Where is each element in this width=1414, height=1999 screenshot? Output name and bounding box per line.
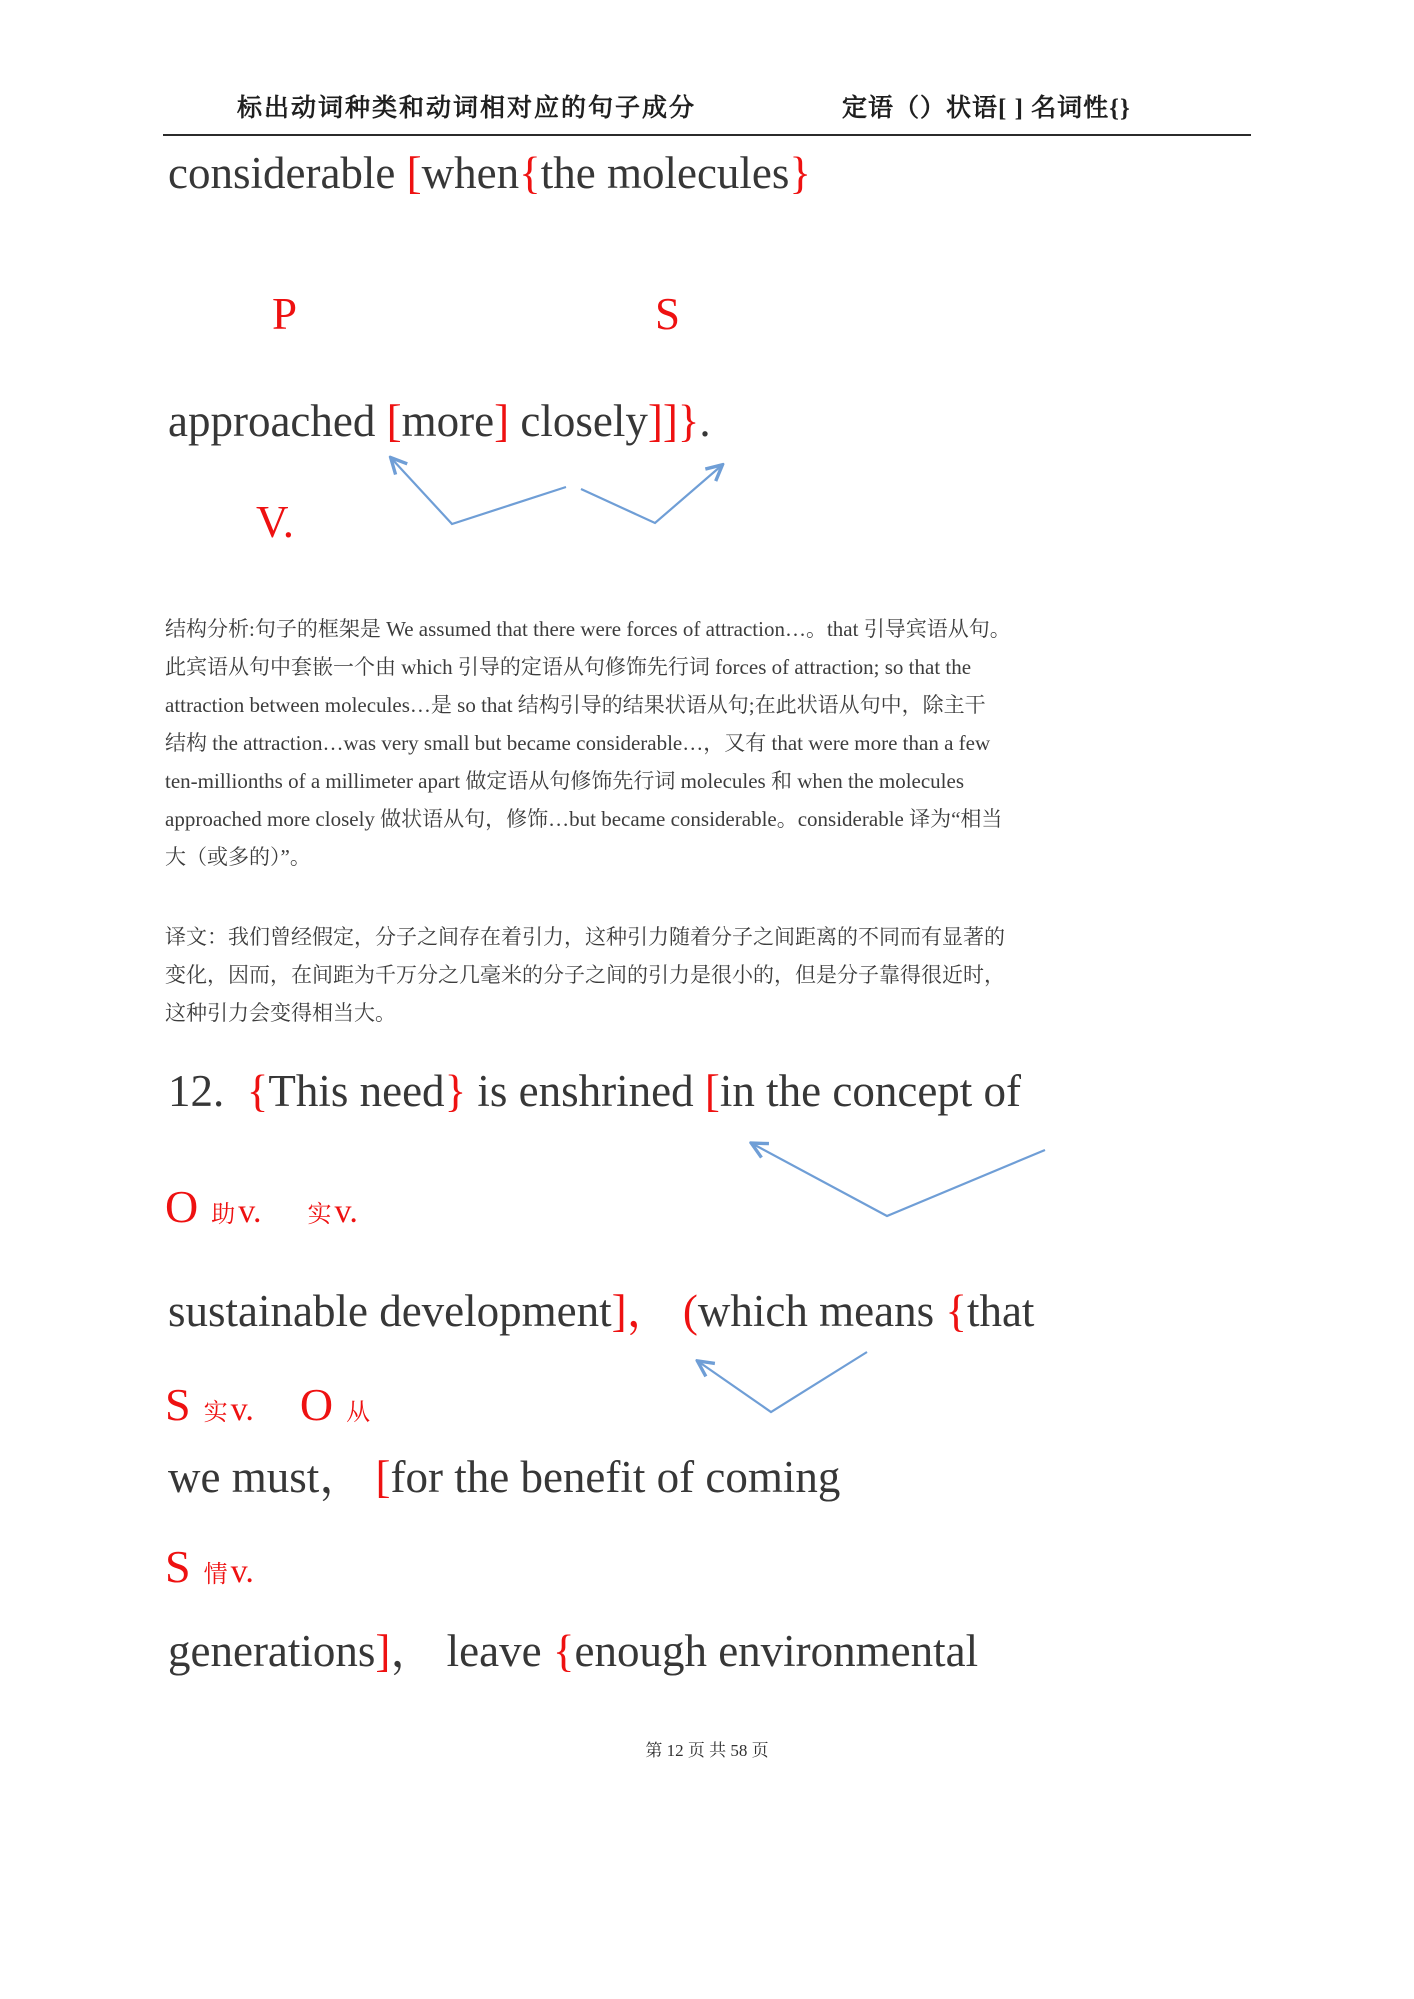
text-segment: } [444, 1066, 467, 1116]
text-segment: more [401, 396, 495, 446]
text-segment: ] [611, 1286, 627, 1336]
analysis-line: 大（或多的）”。 [165, 845, 311, 869]
text-segment: O [165, 1181, 199, 1232]
text-segment: 实 [203, 1400, 228, 1426]
analysis-line: 此宾语从句中套嵌一个由 which 引导的定语从句修饰先行词 forces of attraction; so that the [165, 655, 972, 679]
page-footer: 第 12 页 共 58 页 [645, 1741, 769, 1760]
text-segment: S [165, 1379, 191, 1430]
text-segment: { [552, 1626, 575, 1676]
text-segment: ， [626, 1286, 672, 1336]
translation-line: 译文：我们曾经假定，分子之间存在着引力，这种引力随着分子之间距离的不同而有显著的 [165, 925, 1005, 949]
text-segment: v. [334, 1193, 358, 1230]
annotation-arrow-v1 [735, 1132, 1065, 1227]
text-segment: we must [168, 1452, 320, 1502]
analysis-line: approached more closely 做状语从句，修饰…but became considerable。considerable 译为“相当 [165, 807, 1003, 831]
analysis-line: 结构分析:句子的框架是 We assumed that there were forces of attraction…。that 引导宾语从句。 [165, 617, 1011, 641]
text-segment: that [966, 1286, 1035, 1336]
text-segment: This need [268, 1066, 445, 1116]
header-rule [163, 134, 1251, 136]
text-segment: closely [509, 396, 648, 446]
annotation-arrows-zigzag [368, 442, 748, 542]
annotation-arrow-v2 [683, 1342, 883, 1422]
text-segment: which means [697, 1286, 946, 1336]
text-segment [672, 1286, 683, 1336]
analysis-line: 结构 the attraction…was very small but became considerable…，又有 that were more than a few [165, 731, 991, 755]
grammar-row-subject2 [165, 1542, 254, 1593]
sentence12-line2 [168, 1286, 1034, 1338]
text-segment: { [945, 1286, 967, 1336]
analysis-line: attraction between molecules…是 so that 结构引导的结果状语从句;在此状语从句中，除主干 [165, 693, 986, 717]
text-segment: is enshrined [466, 1066, 705, 1116]
text-segment: 实 [307, 1202, 332, 1228]
text-segment: considerable [168, 148, 407, 198]
text-segment: S [165, 1541, 191, 1592]
grammar-label-s: S [655, 289, 681, 339]
text-segment: ， leave [390, 1626, 553, 1676]
text-segment: { [246, 1066, 269, 1116]
sentence11-line2 [168, 396, 711, 448]
text-segment: approached [168, 396, 387, 446]
text-segment: 助 [211, 1202, 236, 1228]
header-title: 标出动词种类和动词相对应的句子成分 [237, 95, 697, 122]
sentence12-line1 [168, 1066, 1021, 1118]
text-segment: } [789, 148, 812, 198]
text-segment: [ [386, 396, 402, 446]
text-segment: for the benefit of coming [390, 1452, 841, 1502]
text-segment: ( [682, 1286, 698, 1336]
text-segment: in the concept of [719, 1066, 1022, 1116]
analysis-paragraph [165, 610, 1265, 876]
text-segment: 12. [168, 1066, 247, 1116]
text-segment: . [699, 396, 711, 446]
analysis-line: ten-millionths of a millimeter apart 做定语从句修饰先行词 molecules 和 when the molecules [165, 769, 965, 793]
translation-line: 变化，因而，在间距为千万分之几毫米的分子之间的引力是很小的，但是分子靠得很近时， [165, 963, 1005, 987]
text-segment: [ [704, 1066, 720, 1116]
text-segment: v. [230, 1391, 254, 1428]
grammar-label-v: V. [256, 497, 294, 547]
grammar-row-subject1 [165, 1380, 373, 1431]
text-segment: 从 [346, 1400, 371, 1426]
text-segment: O [299, 1379, 334, 1430]
text-segment: ， [319, 1452, 376, 1502]
sentence12-line3 [168, 1452, 840, 1504]
sentence11-line1 [168, 148, 811, 200]
text-segment: ] [494, 396, 510, 446]
sentence12-line4 [168, 1626, 978, 1678]
text-segment: [ [375, 1452, 391, 1502]
grammar-row-object [165, 1182, 358, 1233]
text-segment: v. [230, 1553, 254, 1590]
text-segment: enough environmental [574, 1626, 979, 1676]
text-segment: when [421, 148, 520, 198]
text-segment: sustainable development [168, 1286, 612, 1336]
text-segment: ] [375, 1626, 391, 1676]
text-segment: v. [238, 1193, 262, 1230]
text-segment: generations [168, 1626, 376, 1676]
text-segment: the molecules [540, 148, 790, 198]
text-segment: [ [406, 148, 422, 198]
text-segment: 情 [203, 1562, 228, 1588]
text-segment: { [519, 148, 541, 198]
header-legend: 定语（）状语[ ] 名词性{} [842, 95, 1131, 122]
text-segment: ]]} [647, 396, 700, 446]
grammar-label-p: P [272, 289, 298, 339]
translation-paragraph [165, 918, 1265, 1032]
translation-line: 这种引力会变得相当大。 [165, 1001, 396, 1025]
